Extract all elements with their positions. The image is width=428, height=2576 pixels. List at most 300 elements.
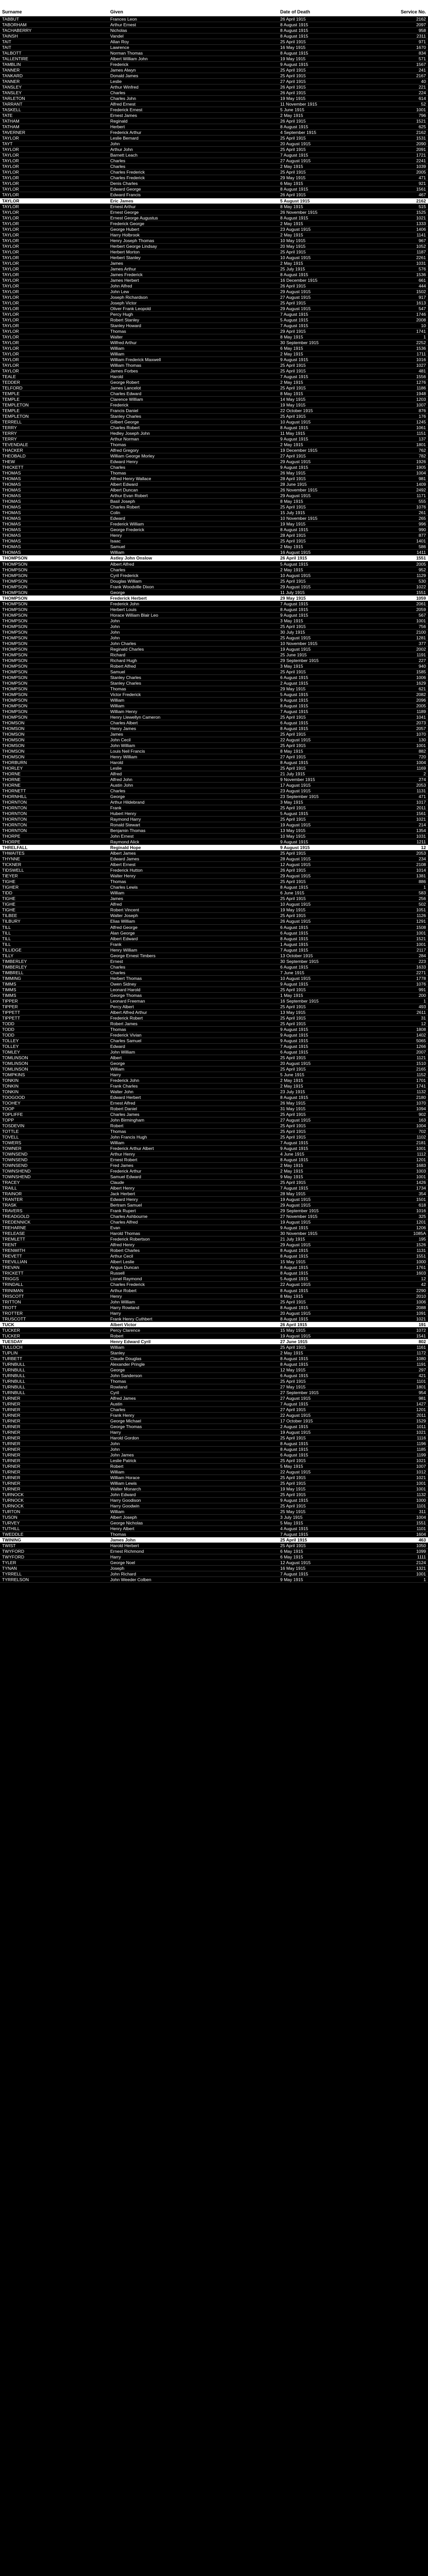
table-row (0, 96, 428, 101)
cell-date-of-death: 21 July 1915 (280, 1236, 305, 1242)
cell-given: Harry Rowland (110, 1304, 140, 1310)
cell-surname: THOMPSON (2, 674, 28, 680)
cell-service-no: 2611 (416, 1009, 426, 1015)
header-date-of-death: Date of Death (280, 9, 311, 14)
cell-surname: THOMPSON (2, 601, 28, 606)
cell-date-of-death: 10 May 1915 (280, 238, 306, 243)
cell-given: Ernest Richmond (110, 1549, 144, 1554)
cell-surname: TOMPKINS (2, 1072, 25, 1077)
cell-service-no: 12 (421, 845, 426, 851)
table-row (0, 1168, 428, 1174)
table-row (0, 658, 428, 664)
cell-date-of-death: 8 August 1915 (280, 1316, 309, 1321)
cell-date-of-death: 9 August 1915 (280, 1032, 309, 1038)
cell-surname: TRENWITH (2, 1248, 25, 1253)
cell-given: James Lancelot (110, 385, 141, 391)
cell-date-of-death: 25 April 1915 (280, 1378, 306, 1384)
cell-service-no: 1121 (416, 1055, 426, 1060)
table-row (0, 890, 428, 896)
cell-date-of-death: 19 August 1915 (280, 1197, 311, 1202)
cell-surname: TAYLOR (2, 300, 19, 306)
table-row (0, 1322, 428, 1328)
cell-service-no: 2002 (416, 646, 426, 652)
cell-given: Albert Alfred Arthur (110, 1009, 147, 1015)
cell-date-of-death: 4 September 1915 (280, 130, 316, 135)
cell-given: Vandel (110, 33, 124, 39)
cell-service-no: 2108 (416, 862, 426, 868)
table-row (0, 90, 428, 96)
cell-surname: TAMBLIN (2, 62, 21, 67)
cell-service-no: 1131 (416, 1248, 426, 1253)
table-row (0, 385, 428, 391)
cell-date-of-death: 19 August 1915 (280, 1429, 311, 1435)
cell-date-of-death: 7 August 1915 (280, 152, 309, 158)
cell-service-no: 990 (418, 527, 426, 533)
cell-given: John Francis Hugh (110, 1134, 147, 1140)
table-row (0, 1106, 428, 1112)
cell-date-of-death: 26 April 1915 (280, 868, 306, 873)
cell-date-of-death: 9 August 1915 (280, 839, 309, 845)
cell-service-no: 1191 (416, 1361, 426, 1367)
cell-given: Hubert Henry (110, 811, 136, 817)
cell-service-no: 1004 (416, 470, 426, 476)
cell-date-of-death: 28 April 1915 (280, 533, 306, 538)
cell-date-of-death: 2 August 1915 (280, 680, 309, 686)
cell-service-no: 493 (418, 1004, 426, 1009)
table-row (0, 181, 428, 187)
cell-surname: TIDSWELL (2, 868, 24, 873)
cell-service-no: 1000 (416, 1259, 426, 1265)
cell-surname: TOLLEY (2, 1038, 19, 1043)
cell-given: Oliver Frank Leopold (110, 306, 151, 311)
cell-surname: TUPLIN (2, 1350, 18, 1355)
table-row (0, 873, 428, 879)
cell-date-of-death: 25 June 1915 (280, 652, 307, 657)
cell-surname: TRENT (2, 1242, 17, 1248)
cell-service-no: 1091 (416, 1310, 426, 1316)
cell-date-of-death: 8 August 1915 (280, 606, 309, 612)
cell-given: Leslie (110, 79, 122, 84)
cell-given: Harold Gordon (110, 1435, 139, 1440)
table-row (0, 1469, 428, 1475)
cell-service-no: 876 (418, 408, 426, 414)
cell-given: George (110, 1060, 125, 1066)
cell-given: John (110, 618, 120, 623)
cell-surname: TWYFORD (2, 1554, 24, 1560)
cell-given: Robert (110, 1333, 124, 1338)
cell-surname: TOVELL (2, 1134, 19, 1140)
cell-surname: TURNER (2, 1486, 21, 1492)
cell-date-of-death: 7 June 1915 (280, 970, 304, 975)
table-row (0, 1083, 428, 1089)
cell-date-of-death: 3 May 1915 (280, 618, 303, 623)
table-row (0, 1515, 428, 1520)
table-row (0, 510, 428, 516)
table-row (0, 1367, 428, 1373)
cell-date-of-death: 25 April 1915 (280, 249, 306, 255)
cell-date-of-death: 4 June 1915 (280, 1151, 304, 1157)
cell-service-no: 1948 (416, 391, 426, 397)
cell-given: Charles (110, 465, 126, 470)
cell-service-no: 1152 (416, 1072, 426, 1077)
cell-surname: TAYLOR (2, 204, 19, 209)
cell-service-no: 1746 (416, 311, 426, 317)
table-row (0, 976, 428, 981)
table-row (0, 1401, 428, 1407)
cell-surname: THOMPSON (2, 708, 28, 714)
cell-date-of-death: 6 May 1915 (280, 1554, 303, 1560)
cell-given: Samuel (110, 669, 125, 674)
cell-given: Robert Charles (110, 1248, 140, 1253)
cell-date-of-death: 25 April 1915 (280, 1112, 306, 1117)
cell-surname: TABBUT (2, 16, 19, 22)
cell-surname: TOWNSEND (2, 1163, 28, 1168)
cell-given: John (110, 1440, 120, 1446)
cell-service-no: 1203 (416, 397, 426, 402)
table-row (0, 1350, 428, 1356)
cell-surname: TIGHE (2, 879, 15, 885)
table-row (0, 1151, 428, 1157)
cell-surname: TODD (2, 1032, 14, 1038)
table-row (0, 1520, 428, 1526)
cell-given: Percy Albert (110, 1004, 134, 1009)
cell-date-of-death: 9 August 1915 (280, 1225, 309, 1231)
cell-given: Cyril Frederick (110, 572, 139, 578)
cell-surname: TIPPETT (2, 1009, 20, 1015)
cell-date-of-death: 29 August 1915 (280, 493, 311, 499)
table-row (0, 885, 428, 890)
cell-given: Albert (110, 1055, 122, 1060)
cell-date-of-death: 25 April 1915 (280, 913, 306, 919)
table-row (0, 1248, 428, 1253)
cell-date-of-death: 26 November 1915 (280, 487, 318, 493)
cell-given: George Hubert (110, 226, 140, 232)
cell-surname: TARRANT (2, 101, 23, 107)
table-row (0, 1004, 428, 1010)
cell-date-of-death: 16 May 1915 (280, 45, 306, 50)
cell-service-no: 2100 (416, 629, 426, 635)
cell-service-no: 1427 (416, 1401, 426, 1406)
cell-given: Frederick (110, 402, 129, 408)
table-row (0, 470, 428, 476)
cell-given: Leslie (110, 766, 122, 771)
cell-service-no: 1551 (416, 589, 426, 595)
cell-date-of-death: 15 May 1915 (280, 1327, 306, 1333)
cell-given: Harry (110, 1429, 121, 1435)
cell-date-of-death: 29 August 1915 (280, 1202, 311, 1208)
cell-date-of-death: 27 April 1915 (280, 79, 306, 84)
cell-surname: TAVERNER (2, 130, 26, 135)
table-row (0, 67, 428, 73)
cell-surname: TURNER (2, 1446, 21, 1452)
table-row (0, 726, 428, 732)
cell-date-of-death: 1 May 1915 (280, 992, 303, 998)
cell-given: Horace William Blair Leo (110, 612, 159, 618)
cell-date-of-death: 25 April 1915 (280, 987, 306, 992)
cell-date-of-death: 21 July 1915 (280, 771, 305, 777)
cell-given: Reginald Hope (110, 845, 141, 851)
cell-surname: TURNOCK (2, 1492, 24, 1498)
table-row (0, 1333, 428, 1339)
cell-date-of-death: 25 April 1915 (280, 414, 306, 419)
table-row (0, 987, 428, 993)
cell-given: Stanley (110, 1350, 125, 1355)
cell-service-no: 2061 (416, 601, 426, 606)
cell-service-no: 1003 (416, 1168, 426, 1174)
table-row (0, 896, 428, 902)
cell-given: Samuel (110, 544, 125, 550)
cell-date-of-death: 4 August 1915 (280, 1526, 309, 1532)
cell-date-of-death: 9 August 1915 (280, 697, 309, 703)
cell-service-no: 1741 (416, 328, 426, 334)
cell-given: Albert Alfred (110, 561, 134, 567)
cell-service-no: 1801 (416, 442, 426, 448)
cell-surname: TALBOTT (2, 50, 22, 56)
cell-given: Harry Goodwin (110, 1503, 140, 1509)
cell-surname: THOMPSON (2, 606, 28, 612)
cell-service-no: 1001 (416, 1481, 426, 1486)
cell-given: Ernest George (110, 209, 139, 215)
cell-service-no: 1211 (416, 839, 426, 845)
cell-given: Charles (110, 158, 126, 164)
cell-given: Albert James (110, 851, 136, 856)
cell-service-no: 1201 (416, 1157, 426, 1163)
table-row (0, 845, 428, 851)
cell-given: Arthur Norman (110, 436, 139, 442)
cell-service-no: 1102 (416, 1134, 426, 1140)
cell-service-no: 940 (418, 663, 426, 669)
cell-date-of-death: 25 April 1915 (280, 1066, 306, 1072)
cell-date-of-death: 8 August 1915 (280, 1253, 309, 1259)
cell-date-of-death: 27 November 1915 (280, 1214, 318, 1219)
cell-surname: TRANTER (2, 1197, 23, 1202)
cell-given: Henry Joseph Thomas (110, 238, 155, 243)
cell-surname: TURNER (2, 1406, 21, 1412)
cell-given: Leonard Freeman (110, 998, 145, 1004)
cell-service-no: 583 (418, 890, 426, 896)
cell-surname: TAYLOR (2, 323, 19, 328)
cell-given: Henry Edward Cyril (110, 1338, 151, 1344)
cell-surname: TAYLOR (2, 277, 19, 283)
cell-surname: THOMPSON (2, 623, 28, 629)
cell-surname: TAYLOR (2, 255, 19, 260)
cell-surname: TURNBULL (2, 1361, 25, 1367)
cell-surname: TANNER (2, 79, 20, 84)
cell-surname: THRELFALL (2, 845, 28, 851)
table-row (0, 1265, 428, 1270)
cell-surname: TURNER (2, 1435, 21, 1440)
cell-date-of-death: 2 May 1915 (280, 221, 303, 226)
table-row (0, 158, 428, 164)
cell-date-of-death: 10 August 1915 (280, 255, 311, 260)
cell-date-of-death: 29 May 1915 (280, 595, 306, 601)
table-row (0, 590, 428, 596)
cell-date-of-death: 25 April 1915 (280, 1481, 306, 1486)
table-row (0, 930, 428, 936)
cell-service-no: 2007 (416, 1049, 426, 1055)
cell-given: Gilbert George (110, 419, 139, 425)
cell-service-no: 2162 (416, 16, 426, 22)
cell-date-of-death: 29 May 1915 (280, 175, 306, 181)
table-row (0, 453, 428, 459)
cell-surname: THOMPSON (2, 652, 28, 657)
cell-surname: TURNER (2, 1412, 21, 1418)
table-row (0, 28, 428, 33)
table-row (0, 1475, 428, 1481)
cell-given: Herbert Thomas (110, 975, 142, 981)
cell-surname: TIMBERLEY (2, 964, 27, 970)
cell-surname: TOMLINSON (2, 1060, 28, 1066)
cell-surname: TUESDAY (2, 1338, 23, 1344)
cell-given: William Henry (110, 708, 138, 714)
table-row (0, 788, 428, 794)
cell-given: Angus Duncan (110, 1265, 139, 1270)
cell-surname: TABORHAM (2, 22, 27, 28)
cell-service-no: 1016 (416, 357, 426, 362)
table-row (0, 221, 428, 227)
cell-given: Alfred Henry (110, 1242, 135, 1248)
cell-date-of-death: 20 August 1915 (280, 1060, 311, 1066)
cell-date-of-death: 26 April 1915 (280, 192, 306, 198)
cell-date-of-death: 8 August 1915 (280, 272, 309, 277)
cell-date-of-death: 8 August 1915 (280, 215, 309, 221)
cell-date-of-death: 9 August 1915 (280, 981, 309, 987)
cell-service-no: 1022 (416, 584, 426, 589)
table-row (0, 124, 428, 130)
table-row (0, 1259, 428, 1265)
cell-service-no: 1426 (416, 1180, 426, 1185)
cell-given: Lawrence (110, 45, 129, 50)
cell-surname: TODD (2, 1021, 14, 1026)
cell-date-of-death: 8 August 1915 (280, 1361, 309, 1367)
table-row (0, 1061, 428, 1066)
cell-given: James John (110, 1537, 136, 1543)
cell-service-no: 1004 (416, 1515, 426, 1520)
cell-date-of-death: 25 April 1915 (280, 714, 306, 720)
cell-date-of-death: 9 August 1915 (280, 357, 309, 362)
cell-date-of-death: 17 August 1915 (280, 783, 311, 788)
table-row (0, 1231, 428, 1236)
cell-date-of-death: 19 August 1915 (280, 1333, 311, 1338)
cell-given: Frank (110, 941, 122, 947)
cell-date-of-death: 26 April 1915 (280, 283, 306, 289)
table-row (0, 1486, 428, 1492)
cell-date-of-death: 8 August 1915 (280, 703, 309, 708)
cell-surname: THOMAS (2, 516, 21, 521)
cell-service-no: 2088 (416, 1304, 426, 1310)
table-row (0, 555, 428, 561)
cell-surname: TIMMS (2, 987, 16, 992)
cell-surname: TILL (2, 936, 11, 941)
cell-surname: TREVILLIAN (2, 1259, 27, 1265)
cell-date-of-death: 25 April 1915 (280, 805, 306, 811)
cell-date-of-death: 25 April 1915 (280, 1299, 306, 1304)
cell-surname: TRUSCOTT (2, 1316, 26, 1321)
cell-date-of-death: 29 August 1915 (280, 873, 311, 879)
cell-surname: TRAILL (2, 1185, 17, 1191)
cell-service-no: 1001 (416, 1486, 426, 1492)
cell-given: William (110, 890, 125, 896)
table-row (0, 187, 428, 192)
cell-service-no: 1001 (416, 743, 426, 748)
table-row (0, 1191, 428, 1197)
table-row (0, 998, 428, 1004)
cell-date-of-death: 13 October 1915 (280, 953, 313, 958)
cell-date-of-death: 22 August 1915 (280, 1412, 311, 1418)
cell-given: Edward George (110, 187, 141, 192)
cell-surname: TONKIN (2, 1077, 19, 1083)
cell-date-of-death: 26 April 1915 (280, 90, 306, 96)
cell-service-no: 1007 (416, 1463, 426, 1469)
cell-service-no: 1006 (416, 674, 426, 680)
cell-given: Ernest George Augustus (110, 215, 158, 221)
cell-service-no: 1172 (416, 1350, 426, 1355)
cell-surname: TURNER (2, 1401, 21, 1406)
cell-date-of-death: 10 November 1915 (280, 640, 318, 646)
cell-date-of-death: 8 May 1915 (280, 204, 303, 209)
cell-service-no: 625 (418, 124, 426, 130)
cell-date-of-death: 9 May 1915 (280, 1174, 303, 1180)
table-row (0, 312, 428, 317)
cell-date-of-death: 15 May 1915 (280, 1259, 306, 1265)
cell-service-no: 227 (418, 657, 426, 663)
cell-service-no: 1006 (416, 1299, 426, 1304)
cell-given: Charles Ashbourne (110, 1214, 148, 1219)
cell-surname: TUCKER (2, 1327, 20, 1333)
table-row (0, 1185, 428, 1191)
cell-surname: THORNHILL (2, 794, 27, 800)
cell-date-of-death: 27 August 1915 (280, 158, 311, 164)
cell-given: Albert William John (110, 56, 148, 62)
cell-date-of-death: 30 November 1915 (280, 1231, 318, 1236)
cell-service-no: 2167 (416, 73, 426, 79)
cell-date-of-death: 9 August 1915 (280, 1498, 309, 1503)
cell-given: Harry (110, 1072, 121, 1077)
cell-surname: TIGHER (2, 885, 19, 890)
cell-date-of-death: 25 April 1915 (280, 1004, 306, 1009)
table-row (0, 50, 428, 56)
cell-service-no: 877 (418, 533, 426, 538)
cell-given: Harry (110, 1310, 121, 1316)
cell-service-no: 547 (418, 306, 426, 311)
cell-surname: TURTON (2, 1509, 21, 1515)
cell-given: Arthur Cecil (110, 1253, 133, 1259)
cell-surname: TURNOCK (2, 1503, 24, 1509)
cell-date-of-death: 25 April 1915 (280, 170, 306, 175)
cell-given: Charles Frederick (110, 170, 145, 175)
table-row (0, 391, 428, 397)
cell-date-of-death: 5 August 1915 (280, 811, 309, 817)
cell-service-no: 421 (418, 1372, 426, 1378)
table-row (0, 527, 428, 533)
table-row (0, 1100, 428, 1106)
table-row (0, 238, 428, 244)
cell-surname: TURNER (2, 1458, 21, 1463)
cell-date-of-death: 27 May 1915 (280, 1384, 306, 1389)
cell-surname: TONKIN (2, 1089, 19, 1094)
cell-service-no: 354 (418, 1191, 426, 1197)
cell-surname: TILBEE (2, 913, 18, 919)
table-row (0, 959, 428, 964)
cell-given: John Charles (110, 640, 136, 646)
cell-surname: TUSON (2, 1515, 18, 1520)
cell-surname: TURNBULL (2, 1384, 25, 1389)
cell-service-no: 702 (418, 1129, 426, 1134)
cell-service-no: 1206 (416, 1225, 426, 1231)
cell-date-of-death: 2 May 1915 (280, 260, 303, 266)
cell-service-no: 1778 (416, 975, 426, 981)
cell-date-of-death: 10 August 1915 (280, 902, 311, 907)
